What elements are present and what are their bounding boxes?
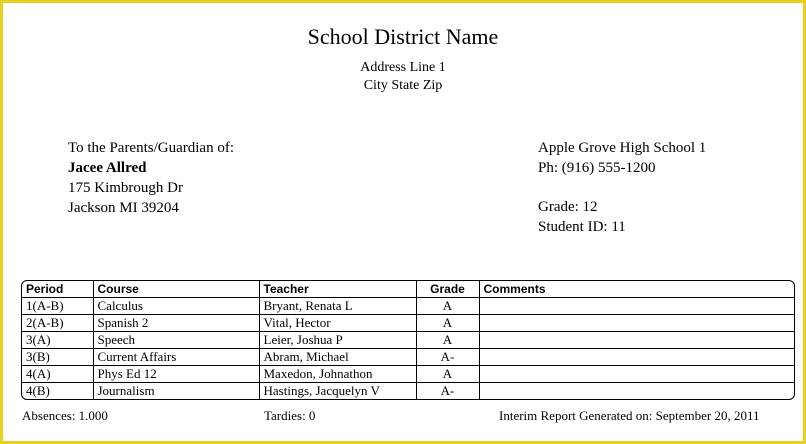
cell-course: Current Affairs: [93, 349, 259, 366]
school-block: [538, 138, 706, 237]
cell-period: 3(A): [22, 332, 93, 349]
tardies-text: Tardies: 0: [264, 408, 316, 423]
column-header-course: Course: [93, 281, 259, 298]
table-row: [22, 349, 794, 366]
cell-teacher: Leier, Joshua P: [259, 332, 416, 349]
cell-teacher: Abram, Michael: [259, 349, 416, 366]
cell-period: 1(A-B): [22, 298, 93, 315]
cell-period: 4(A): [22, 366, 93, 383]
address-line-1: Address Line 1: [360, 60, 446, 75]
cell-comments: [479, 349, 794, 366]
student-grade: Grade: 12: [538, 199, 598, 215]
cell-teacher: Hastings, Jacquelyn V: [259, 383, 416, 400]
cell-teacher: Maxedon, Johnathon: [259, 366, 416, 383]
column-header-teacher: Teacher: [259, 281, 416, 298]
cell-grade: A: [416, 315, 479, 332]
cell-period: 2(A-B): [22, 315, 93, 332]
cell-course: Calculus: [93, 298, 259, 315]
cell-comments: [479, 383, 794, 400]
cell-course: Phys Ed 12: [93, 366, 259, 383]
cell-grade: A: [416, 332, 479, 349]
column-header-period: Period: [22, 281, 93, 298]
cell-grade: A: [416, 366, 479, 383]
table-row: [22, 366, 794, 383]
cell-comments: [479, 298, 794, 315]
recipient-street: 175 Kimbrough Dr: [68, 180, 183, 196]
cell-grade: A-: [416, 349, 479, 366]
table-row: [22, 298, 794, 315]
cell-teacher: Bryant, Renata L: [259, 298, 416, 315]
cell-course: Speech: [93, 332, 259, 349]
cell-grade: A-: [416, 383, 479, 400]
table-row: [22, 315, 794, 332]
cell-period: 3(B): [22, 349, 93, 366]
address-line-2: City State Zip: [363, 78, 443, 93]
absences-text: Absences: 1.000: [22, 408, 108, 423]
recipient-label: To the Parents/Guardian of:: [68, 140, 234, 156]
cell-course: Spanish 2: [93, 315, 259, 332]
column-header-grade: Grade: [416, 281, 479, 298]
cell-teacher: Vital, Hector: [259, 315, 416, 332]
cell-comments: [479, 366, 794, 383]
cell-comments: [479, 315, 794, 332]
cell-grade: A: [416, 298, 479, 315]
cell-course: Journalism: [93, 383, 259, 400]
school-phone: Ph: (916) 555-1200: [538, 160, 656, 176]
student-id: Student ID: 11: [538, 219, 626, 235]
recipient-city-state-zip: Jackson MI 39204: [68, 200, 179, 216]
school-name: Apple Grove High School 1: [538, 140, 707, 156]
table-row: [22, 332, 794, 349]
grades-table: [21, 280, 795, 400]
student-name: Jacee Allred: [68, 160, 147, 176]
table-header-row: [22, 281, 794, 298]
cell-period: 4(B): [22, 383, 93, 400]
column-header-comments: Comments: [479, 281, 794, 298]
district-name: School District Name: [307, 24, 499, 49]
spacer: [538, 178, 706, 197]
generated-date-text: Interim Report Generated on: September 20, 2011: [499, 408, 760, 423]
recipient-block: [68, 138, 234, 218]
table-row: [22, 383, 794, 400]
cell-comments: [479, 332, 794, 349]
